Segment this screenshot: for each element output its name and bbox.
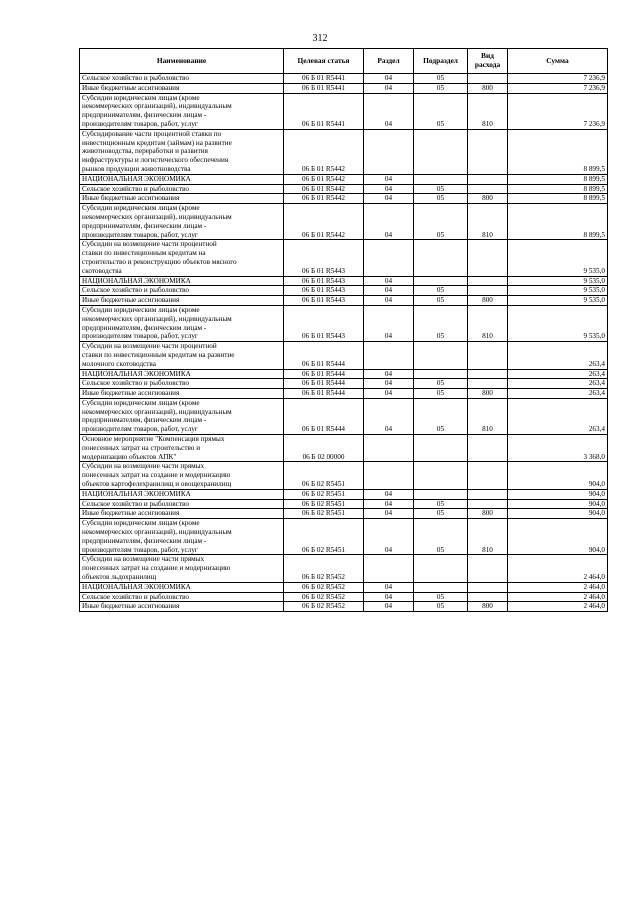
row-name-line: некоммерческих организаций), индивидуальным (82, 314, 232, 323)
row-subsection: 05 (414, 389, 468, 399)
table-row (80, 184, 608, 194)
row-subsection (414, 174, 468, 184)
row-name-line: предпринимателям, физическим лицам - (82, 221, 207, 230)
row-section: 04 (364, 194, 414, 204)
row-subsection (414, 555, 468, 582)
row-section: 04 (364, 489, 414, 499)
row-code: 06 Б 01 R5444 (284, 389, 364, 399)
row-name (80, 342, 284, 369)
row-name-line: производителям товаров, работ, услуг (82, 230, 198, 239)
header-code: Целевая статья (284, 49, 364, 74)
table-row (80, 555, 608, 582)
row-expense-type (468, 555, 508, 582)
row-expense-type (468, 129, 508, 174)
row-subsection: 05 (414, 83, 468, 93)
row-code: 06 Б 02 R5451 (284, 499, 364, 509)
row-name-line: понесенных затрат на строительство и (82, 443, 201, 452)
row-name-line: строительство и реконструкцию объектов мясного (82, 257, 237, 266)
row-subsection: 05 (414, 74, 468, 84)
row-sum: 9 535,0 (508, 286, 608, 296)
row-code: 06 Б 01 R5441 (284, 83, 364, 93)
row-name-line: Иные бюджетные ассигнования (82, 602, 180, 611)
row-sum: 8 899,5 (508, 194, 608, 204)
row-section: 04 (364, 184, 414, 194)
row-name-line: понесенных затрат на создание и модернизацию (82, 471, 231, 480)
row-name (80, 582, 284, 592)
row-code: 06 Б 01 R5444 (284, 369, 364, 379)
row-code: 06 Б 02 R5451 (284, 519, 364, 555)
row-name (80, 592, 284, 602)
table-row (80, 389, 608, 399)
row-name (80, 305, 284, 341)
row-name-line: Субсидии на возмещение части прямых (82, 555, 205, 564)
row-sum: 263,4 (508, 369, 608, 379)
row-section: 04 (364, 276, 414, 286)
row-expense-type (468, 276, 508, 286)
row-section: 04 (364, 93, 414, 129)
row-code: 06 Б 02 R5452 (284, 555, 364, 582)
row-code: 06 Б 01 R5443 (284, 305, 364, 341)
row-section: 04 (364, 398, 414, 434)
row-name-line: НАЦИОНАЛЬНАЯ ЭКОНОМИКА (82, 369, 191, 378)
row-section (364, 240, 414, 276)
row-sum: 263,4 (508, 398, 608, 434)
row-name-line: Иные бюджетные ассигнования (82, 194, 180, 203)
row-name-line: НАЦИОНАЛЬНАЯ ЭКОНОМИКА (82, 582, 191, 591)
row-expense-type (468, 592, 508, 602)
row-name-line: Субсидии юридическим лицам (кроме (82, 204, 200, 213)
row-subsection (414, 489, 468, 499)
table-row (80, 489, 608, 499)
row-name-line: некоммерческих организаций), индивидуальным (82, 528, 232, 537)
table-header (80, 49, 608, 74)
row-section (364, 462, 414, 489)
row-name (80, 462, 284, 489)
row-subsection (414, 369, 468, 379)
table-row (80, 93, 608, 129)
row-expense-type (468, 499, 508, 509)
row-name-line: предпринимателям, физическим лицам - (82, 323, 207, 332)
row-section (364, 129, 414, 174)
row-expense-type (468, 184, 508, 194)
page-number: 312 (312, 33, 328, 44)
row-expense-type (468, 342, 508, 369)
table-row (80, 369, 608, 379)
row-sum: 2 464,0 (508, 555, 608, 582)
row-name (80, 509, 284, 519)
row-expense-type: 800 (468, 194, 508, 204)
row-name (80, 74, 284, 84)
row-sum: 2 464,0 (508, 592, 608, 602)
table-row (80, 342, 608, 369)
row-subsection: 05 (414, 296, 468, 306)
table-row (80, 174, 608, 184)
row-section: 04 (364, 592, 414, 602)
row-name-line: Субсидии юридическим лицам (кроме (82, 398, 200, 407)
row-name-line: объектов льдохранилищ (82, 573, 157, 582)
row-code: 06 Б 01 R5444 (284, 342, 364, 369)
row-name-line: модернизацию объектов АПК" (82, 452, 177, 461)
table-row (80, 602, 608, 612)
row-name (80, 83, 284, 93)
row-expense-type: 800 (468, 296, 508, 306)
row-sum: 263,4 (508, 379, 608, 389)
row-name-line: Сельское хозяйство и рыболовство (82, 592, 189, 601)
row-section: 04 (364, 519, 414, 555)
table-row (80, 509, 608, 519)
row-expense-type: 800 (468, 602, 508, 612)
row-section: 04 (364, 74, 414, 84)
row-name-line: ставки по инвестиционным кредитам на (82, 249, 206, 258)
row-expense-type: 800 (468, 83, 508, 93)
row-sum: 3 368,0 (508, 435, 608, 462)
row-name-line: Сельское хозяйство и рыболовство (82, 286, 189, 295)
row-name-line: производителям товаров, работ, услуг (82, 332, 198, 341)
row-name (80, 93, 284, 129)
table-row (80, 240, 608, 276)
row-code: 06 Б 02 R5451 (284, 462, 364, 489)
row-subsection (414, 342, 468, 369)
row-section: 04 (364, 174, 414, 184)
row-name-line: Субсидии юридическим лицам (кроме (82, 93, 200, 102)
row-subsection: 05 (414, 519, 468, 555)
row-code: 06 Б 01 R5443 (284, 286, 364, 296)
row-subsection (414, 240, 468, 276)
row-sum: 2 464,0 (508, 582, 608, 592)
row-name-line: Сельское хозяйство и рыболовство (82, 499, 189, 508)
table-row (80, 74, 608, 84)
row-code: 06 Б 01 R5441 (284, 74, 364, 84)
row-name-line: скотоводства (82, 266, 122, 275)
row-name (80, 555, 284, 582)
row-subsection: 05 (414, 286, 468, 296)
row-subsection (414, 582, 468, 592)
table-row (80, 286, 608, 296)
row-expense-type (468, 240, 508, 276)
row-section (364, 342, 414, 369)
row-subsection: 05 (414, 194, 468, 204)
table-row (80, 296, 608, 306)
row-name-line: Иные бюджетные ассигнования (82, 83, 180, 92)
row-subsection (414, 462, 468, 489)
row-name-line: ставки по инвестиционным кредитам на развитие (82, 350, 235, 359)
table-row (80, 305, 608, 341)
row-section: 04 (364, 389, 414, 399)
table-row (80, 462, 608, 489)
table-row (80, 499, 608, 509)
row-sum: 7 236,9 (508, 83, 608, 93)
row-code: 06 Б 01 R5443 (284, 240, 364, 276)
row-name (80, 129, 284, 174)
row-name (80, 204, 284, 240)
row-sum: 904,0 (508, 462, 608, 489)
row-subsection (414, 435, 468, 462)
row-expense-type: 800 (468, 509, 508, 519)
table-row (80, 592, 608, 602)
row-name-line: Субсидии юридическим лицам (кроме (82, 305, 200, 314)
row-expense-type: 810 (468, 519, 508, 555)
header-name: Наименование (80, 49, 284, 74)
row-expense-type: 810 (468, 305, 508, 341)
row-name (80, 389, 284, 399)
row-subsection: 05 (414, 499, 468, 509)
row-expense-type (468, 489, 508, 499)
row-sum: 904,0 (508, 499, 608, 509)
row-name-line: предпринимателям, физическим лицам - (82, 416, 207, 425)
row-name-line: Сельское хозяйство и рыболовство (82, 379, 189, 388)
header-sum: Сумма (508, 49, 608, 74)
row-code: 06 Б 01 R5444 (284, 398, 364, 434)
row-name-line: предпринимателям, физическим лицам - (82, 536, 207, 545)
row-name-line: рынков продукции животноводства (82, 164, 191, 173)
row-subsection: 05 (414, 184, 468, 194)
row-name-line: Сельское хозяйство и рыболовство (82, 74, 189, 82)
row-name (80, 240, 284, 276)
row-name (80, 435, 284, 462)
row-sum: 904,0 (508, 509, 608, 519)
row-name (80, 489, 284, 499)
header-section: Раздел (364, 49, 414, 74)
table-row (80, 276, 608, 286)
row-code: 06 Б 01 R5442 (284, 129, 364, 174)
row-sum: 263,4 (508, 342, 608, 369)
row-name-line: понесенных затрат на создание и модернизацию (82, 564, 231, 573)
row-section: 04 (364, 286, 414, 296)
row-subsection: 05 (414, 398, 468, 434)
row-code: 06 Б 01 R5442 (284, 194, 364, 204)
row-code: 06 Б 02 R5452 (284, 592, 364, 602)
row-section: 04 (364, 305, 414, 341)
row-expense-type (468, 174, 508, 184)
row-expense-type (468, 286, 508, 296)
row-section: 04 (364, 83, 414, 93)
row-name (80, 184, 284, 194)
row-expense-type (468, 74, 508, 84)
row-code: 06 Б 01 R5442 (284, 184, 364, 194)
row-name (80, 194, 284, 204)
row-section: 04 (364, 369, 414, 379)
row-section: 04 (364, 582, 414, 592)
row-name-line: НАЦИОНАЛЬНАЯ ЭКОНОМИКА (82, 276, 191, 285)
row-sum: 8 899,5 (508, 184, 608, 194)
header-expense-type: Вид расхода (468, 49, 508, 74)
row-code: 06 Б 01 R5442 (284, 204, 364, 240)
row-sum: 8 899,5 (508, 129, 608, 174)
table-row (80, 519, 608, 555)
row-expense-type (468, 435, 508, 462)
table-row (80, 379, 608, 389)
row-section: 04 (364, 499, 414, 509)
row-name (80, 398, 284, 434)
row-name-line: Иные бюджетные ассигнования (82, 389, 180, 398)
row-sum: 2 464,0 (508, 602, 608, 612)
row-name-line: некоммерческих организаций), индивидуальным (82, 212, 232, 221)
row-sum: 8 899,5 (508, 174, 608, 184)
table-row (80, 194, 608, 204)
row-sum: 904,0 (508, 519, 608, 555)
row-name-line: некоммерческих организаций), индивидуальным (82, 102, 232, 111)
row-name (80, 296, 284, 306)
table-row (80, 398, 608, 434)
row-subsection: 05 (414, 93, 468, 129)
row-subsection (414, 129, 468, 174)
row-subsection (414, 276, 468, 286)
row-code: 06 Б 02 R5451 (284, 489, 364, 499)
row-expense-type (468, 369, 508, 379)
row-name-line: Основное мероприятие "Компенсация прямых (82, 435, 225, 444)
row-subsection: 05 (414, 592, 468, 602)
row-name (80, 499, 284, 509)
row-code: 06 Б 01 R5444 (284, 379, 364, 389)
row-name (80, 276, 284, 286)
row-name (80, 369, 284, 379)
table-row (80, 204, 608, 240)
row-name-line: производителям товаров, работ, услуг (82, 545, 198, 554)
row-name-line: НАЦИОНАЛЬНАЯ ЭКОНОМИКА (82, 489, 191, 498)
row-sum: 9 535,0 (508, 305, 608, 341)
row-section: 04 (364, 204, 414, 240)
row-name-line: Иные бюджетные ассигнования (82, 296, 180, 305)
table-body (80, 74, 608, 612)
row-expense-type (468, 462, 508, 489)
row-section: 04 (364, 379, 414, 389)
row-name-line: предпринимателям, физическим лицам - (82, 111, 207, 120)
row-code: 06 Б 01 R5441 (284, 93, 364, 129)
row-name (80, 379, 284, 389)
row-sum: 8 899,5 (508, 204, 608, 240)
table-row (80, 435, 608, 462)
row-name (80, 286, 284, 296)
table-row (80, 83, 608, 93)
row-name-line: инфраструктуры и логистического обеспечения (82, 156, 229, 165)
row-subsection: 05 (414, 379, 468, 389)
row-name-line: Субсидии на возмещение части процентной (82, 240, 217, 249)
row-name-line: молочного скотоводства (82, 359, 156, 368)
row-sum: 7 236,9 (508, 74, 608, 84)
row-sum: 9 535,0 (508, 276, 608, 286)
table-row (80, 129, 608, 174)
row-name-line: Субсидирование части процентной ставки по (82, 129, 222, 138)
row-expense-type: 810 (468, 93, 508, 129)
row-sum: 7 236,9 (508, 93, 608, 129)
row-name-line: Субсидии на возмещение части процентной (82, 342, 217, 351)
row-name (80, 519, 284, 555)
row-name-line: инвестиционным кредитам (займам) на развитие (82, 138, 232, 147)
row-expense-type: 800 (468, 389, 508, 399)
row-code: 06 Б 02 00000 (284, 435, 364, 462)
row-code: 06 Б 02 R5452 (284, 602, 364, 612)
row-name-line: производителям товаров, работ, услуг (82, 119, 198, 128)
row-name-line: некоммерческих организаций), индивидуальным (82, 407, 232, 416)
row-name-line: Сельское хозяйство и рыболовство (82, 184, 189, 193)
row-sum: 263,4 (508, 389, 608, 399)
row-section (364, 555, 414, 582)
row-code: 06 Б 02 R5452 (284, 582, 364, 592)
row-sum: 9 535,0 (508, 296, 608, 306)
row-code: 06 Б 01 R5442 (284, 174, 364, 184)
row-name (80, 174, 284, 184)
row-subsection: 05 (414, 602, 468, 612)
row-section: 04 (364, 509, 414, 519)
row-expense-type: 810 (468, 398, 508, 434)
row-section: 04 (364, 296, 414, 306)
row-sum: 9 535,0 (508, 240, 608, 276)
row-code: 06 Б 01 R5443 (284, 296, 364, 306)
row-name (80, 602, 284, 612)
row-section (364, 435, 414, 462)
row-name-line: животноводства, переработки и развития (82, 147, 208, 156)
row-name-line: НАЦИОНАЛЬНАЯ ЭКОНОМИКА (82, 174, 191, 183)
row-section: 04 (364, 602, 414, 612)
row-subsection: 05 (414, 204, 468, 240)
row-name-line: объектов картофелехранилищ и овощехранилищ (82, 480, 232, 489)
row-subsection: 05 (414, 305, 468, 341)
row-subsection: 05 (414, 509, 468, 519)
row-name-line: Субсидии на возмещение части прямых (82, 462, 205, 471)
row-name-line: производителям товаров, работ, услуг (82, 425, 198, 434)
header-row (80, 49, 608, 74)
row-expense-type (468, 379, 508, 389)
header-subsection: Подраздел (414, 49, 468, 74)
row-expense-type: 810 (468, 204, 508, 240)
row-name-line: Иные бюджетные ассигнования (82, 509, 180, 518)
row-sum: 904,0 (508, 489, 608, 499)
row-code: 06 Б 02 R5451 (284, 509, 364, 519)
row-expense-type (468, 582, 508, 592)
row-name-line: Субсидии юридическим лицам (кроме (82, 519, 200, 528)
budget-table (79, 48, 608, 612)
table-row (80, 582, 608, 592)
row-code: 06 Б 01 R5443 (284, 276, 364, 286)
